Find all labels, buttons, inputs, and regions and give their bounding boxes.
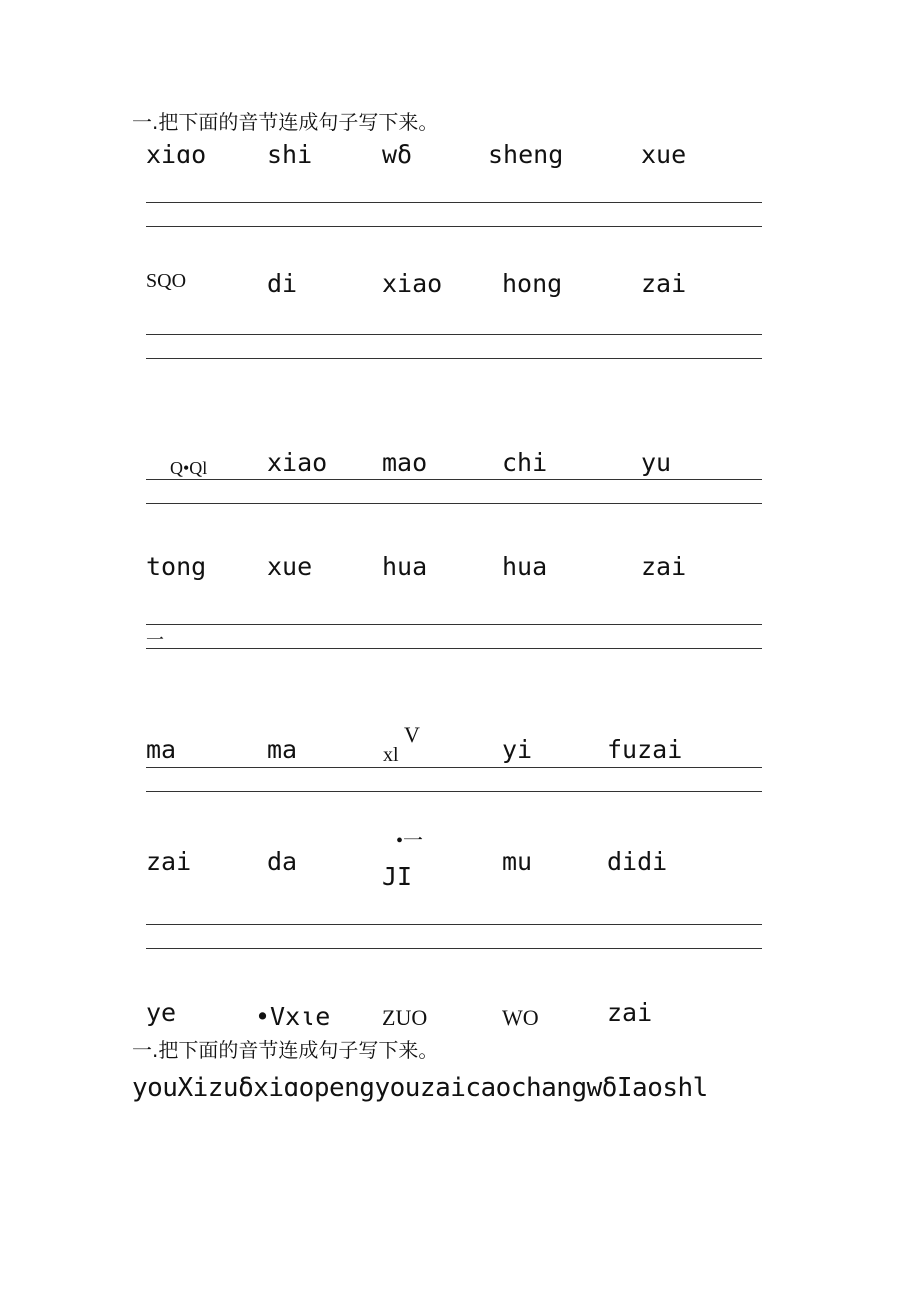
syllable: •Vxιe	[255, 1002, 331, 1031]
syllable: fuzai	[607, 735, 683, 764]
syllable: xue	[267, 552, 313, 581]
syllable: da	[267, 847, 298, 876]
syllable: zai	[641, 552, 687, 581]
writing-line	[146, 226, 762, 227]
syllable: xiao	[382, 269, 443, 298]
pinyin-run-on-line: youXizuδxiɑopengyouzaicaochangwδIaoshl	[132, 1073, 708, 1103]
syllable: zai	[146, 847, 192, 876]
syllable: ZUO	[382, 1005, 428, 1030]
syllable: JI	[382, 862, 413, 891]
syllable: xiɑo	[146, 140, 207, 169]
exercise-heading: 一.把下面的音节连成句子写下来。	[132, 110, 439, 134]
syllable: SQO	[146, 270, 187, 292]
syllable: ma	[267, 735, 298, 764]
writing-line	[146, 202, 762, 203]
writing-line	[146, 924, 762, 925]
syllable: hua	[382, 552, 428, 581]
writing-line	[146, 624, 762, 625]
syllable: wδ	[382, 140, 413, 169]
syllable: •一	[396, 830, 424, 852]
syllable: hong	[502, 269, 563, 298]
stray-mark: 一	[146, 630, 164, 651]
syllable: xue	[641, 140, 687, 169]
syllable: xl	[383, 744, 399, 766]
writing-line	[146, 791, 762, 792]
syllable: tong	[146, 552, 207, 581]
writing-line	[146, 767, 762, 768]
syllable: sheng	[488, 140, 564, 169]
writing-line	[146, 503, 762, 504]
syllable: hua	[502, 552, 548, 581]
writing-line	[146, 358, 762, 359]
syllable: shi	[267, 140, 313, 169]
syllable: V	[404, 722, 420, 747]
writing-line	[146, 948, 762, 949]
syllable: zai	[607, 998, 653, 1027]
writing-line	[146, 479, 762, 480]
syllable: di	[267, 269, 298, 298]
syllable: zai	[641, 269, 687, 298]
syllable: Q•Ql	[170, 458, 208, 478]
syllable: yi	[502, 735, 533, 764]
writing-line	[146, 648, 762, 649]
syllable: ma	[146, 735, 177, 764]
syllable: ye	[146, 998, 177, 1027]
syllable: mao	[382, 448, 428, 477]
exercise-heading-2: 一.把下面的音节连成句子写下来。	[132, 1038, 439, 1062]
writing-line	[146, 334, 762, 335]
syllable: didi	[607, 847, 668, 876]
syllable: yu	[641, 448, 672, 477]
syllable: chi	[502, 448, 548, 477]
syllable: WO	[502, 1005, 539, 1030]
syllable: xiao	[267, 448, 328, 477]
syllable: mu	[502, 847, 533, 876]
